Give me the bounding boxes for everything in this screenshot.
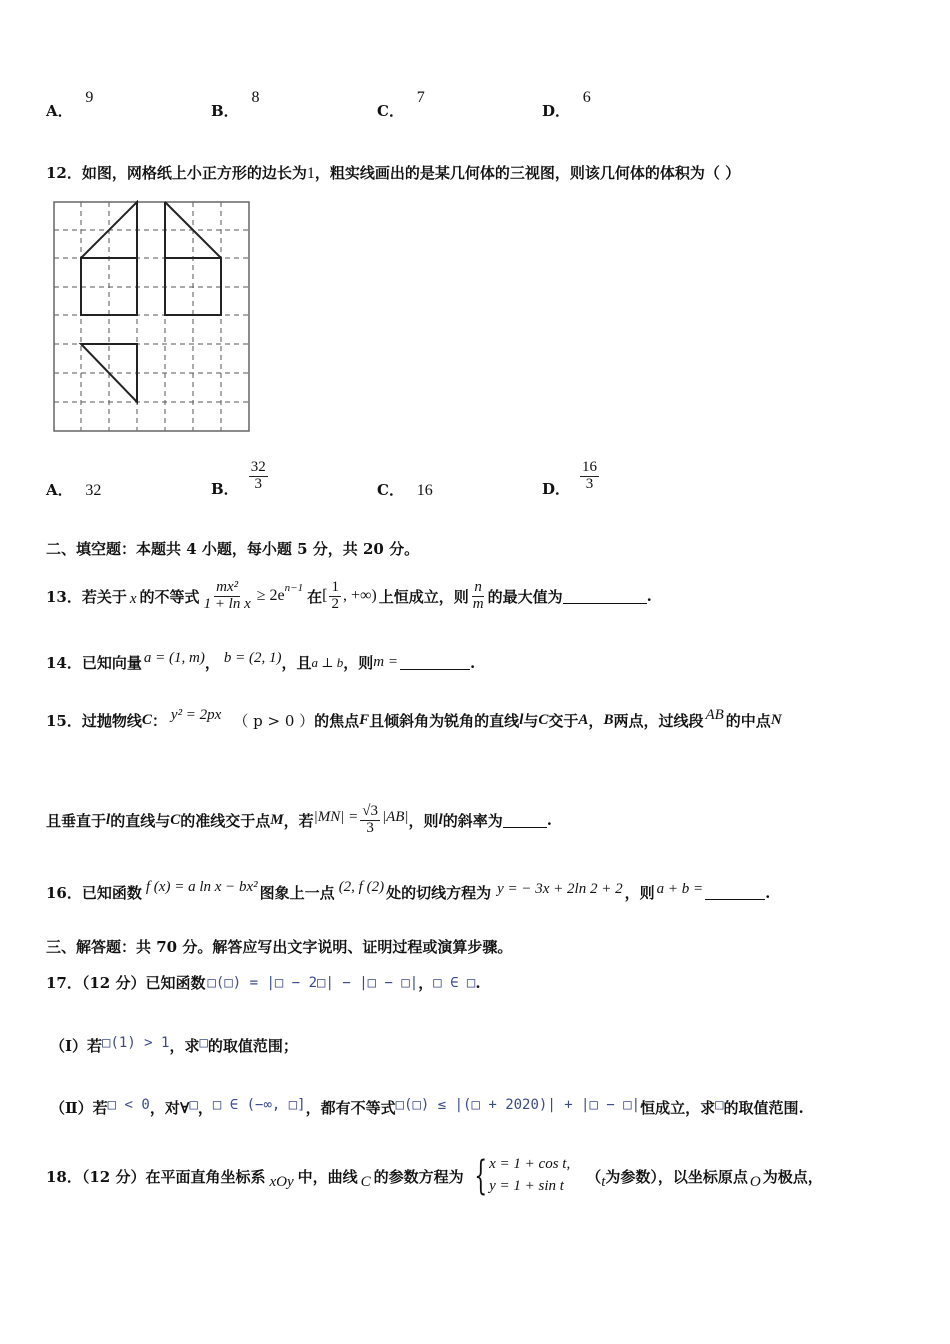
fraction-denominator: m: [472, 595, 484, 612]
line-l: l: [106, 811, 111, 828]
grid-lines: [54, 202, 249, 431]
q12-option-b: [211, 454, 270, 499]
line-l: l: [438, 811, 443, 828]
part2-condition: □ < 0: [107, 1096, 150, 1113]
curve-C: C: [170, 811, 181, 828]
q15-text: 交于: [548, 712, 579, 730]
answer-blank[interactable]: [400, 655, 470, 670]
fraction-numerator: 16: [582, 459, 598, 476]
q15-text: 的焦点: [314, 712, 360, 730]
q13-text: 上恒成立，则: [378, 587, 469, 606]
q15-text: 且垂直于: [46, 811, 107, 830]
q14-text: ，且: [281, 654, 312, 672]
q16-text: 16．已知函数: [46, 884, 142, 902]
q14-stem: [46, 652, 475, 673]
q12-side: 1: [306, 165, 315, 182]
answer-blank[interactable]: [563, 589, 647, 604]
q14-text: 14．已知向量: [46, 654, 142, 672]
option-fraction: [580, 460, 599, 493]
q13-stem: [46, 566, 652, 626]
curve-C: C: [538, 712, 549, 728]
m-equals: m =: [373, 654, 398, 670]
q15-text: .: [546, 811, 552, 829]
ab-length: |AB|: [381, 808, 409, 825]
q17-text: 的取值范围.: [723, 1099, 804, 1117]
q16-text: 图象上一点: [259, 884, 335, 902]
fraction-denominator: 3: [366, 819, 374, 836]
q17-text: 17．（12 分）已知函数: [46, 974, 206, 992]
q17-text: ，对∀: [149, 1099, 190, 1117]
fraction-denominator: 2: [331, 595, 339, 612]
q17-text: （Ⅱ）若: [50, 1099, 108, 1117]
q12-stem: [46, 162, 740, 183]
grid-border: [54, 202, 249, 431]
part2-variable: □: [715, 1096, 724, 1113]
q13-var-x: x: [129, 590, 137, 607]
q17-text: ，求: [169, 1037, 200, 1055]
perp-condition: a ⊥ b: [311, 654, 344, 670]
q17-text: ，: [418, 974, 434, 992]
q13-interval-fraction: [329, 580, 341, 613]
option-label: A．: [46, 102, 73, 120]
q12-text: 12．如图，网格纸上小正方形的边长为: [46, 164, 307, 182]
q13-text: 的不等式: [139, 587, 200, 606]
q15-text: 两点，过线段: [613, 712, 704, 730]
option-label: D．: [542, 480, 571, 498]
fraction-denominator: 3: [254, 476, 262, 492]
point-M: M: [270, 811, 284, 828]
segment-AB: AB: [705, 707, 724, 723]
q16-text: 处的切线方程为: [386, 884, 492, 902]
answer-blank[interactable]: [503, 813, 547, 828]
part2-inequality: □(□) ≤ |(□ + 2020)| + |□ − □|: [395, 1096, 641, 1113]
parameter-t: t: [601, 1173, 606, 1190]
fraction-numerator: 1: [331, 578, 339, 595]
tangent-equation: y = − 3x + 2ln 2 + 2: [497, 881, 623, 897]
q18-stem: [46, 1148, 823, 1204]
q17-part2: [50, 1097, 804, 1118]
q18-text: 中，曲线: [297, 1167, 358, 1186]
q13-text: 在: [307, 587, 323, 606]
q13-ineq: ≥ 2e: [256, 587, 285, 604]
a-plus-b: a + b =: [656, 881, 704, 897]
point-A: A: [578, 712, 589, 728]
q15-text: 且倾斜角为锐角的直线: [369, 712, 520, 730]
fraction-denominator: 1 + ln x: [203, 595, 251, 612]
q13-fraction: [202, 580, 253, 613]
q14-text: ，则: [343, 654, 374, 672]
q17-text: 恒成立，求: [640, 1099, 716, 1117]
q13-exponent: n−1: [284, 582, 304, 594]
equation-x: x = 1 + cos t,: [489, 1156, 571, 1173]
side-view: [165, 202, 221, 315]
sqrt-fraction: [360, 804, 380, 837]
q13-text: 的最大值为: [487, 587, 563, 606]
point-B: B: [603, 712, 614, 728]
section-heading-fill-in: 二、填空题：本题共 4 小题，每小题 5 分，共 20 分。: [46, 540, 420, 558]
answer-blank[interactable]: [705, 885, 765, 900]
q15-text: 与: [523, 712, 539, 730]
option-value: 7: [416, 89, 425, 106]
option-label: C．: [377, 481, 404, 499]
front-view: [81, 202, 137, 315]
section-heading-solutions: 三、解答题：共 70 分。解答应写出文字说明、证明过程或演算步骤。: [46, 938, 513, 956]
q13-bracket: , +∞): [342, 587, 377, 604]
option-label: C．: [377, 102, 404, 120]
p-condition: （ p > 0 ）: [233, 712, 315, 730]
fraction-numerator: √3: [362, 802, 378, 819]
q11-option-c: [377, 89, 425, 121]
q14-text: .: [469, 653, 476, 672]
parametric-system: [468, 1154, 571, 1198]
system-rows: [489, 1154, 570, 1198]
three-view-figure: [52, 200, 252, 434]
q15-stem-line1: [46, 707, 782, 731]
option-label: B．: [211, 102, 239, 120]
q16-text: .: [765, 883, 771, 902]
q18-text: 为极点，: [762, 1167, 823, 1186]
q17-part1: [50, 1035, 298, 1056]
q13-text: .: [646, 587, 652, 605]
function-expression: f (x) = a ln x − bx²: [145, 879, 258, 895]
q15-text: ，则: [408, 811, 439, 830]
option-value: 6: [582, 89, 591, 106]
q12-option-d: [542, 454, 601, 499]
fraction-numerator: 32: [250, 459, 266, 476]
q17-text: .: [475, 973, 481, 992]
q12-text: ，粗实线画出的是某几何体的三视图，则该几何体的体积为（ ）: [314, 164, 741, 182]
parabola-equation: y² = 2px: [170, 707, 222, 723]
option-value: 32: [85, 482, 102, 499]
q11-option-a: [46, 89, 94, 121]
focus-F: F: [359, 712, 370, 728]
q18-text: 的参数方程为: [373, 1167, 464, 1186]
q13-ratio: [471, 580, 486, 613]
q15-text: ：: [151, 712, 167, 730]
q15-text: ，若: [283, 811, 314, 830]
fraction-denominator: 3: [585, 476, 594, 492]
q16-stem: [46, 879, 771, 903]
function-definition: □(□) = |□ − 2□| − |□ − □|: [207, 974, 419, 991]
brace-icon: {: [474, 1153, 487, 1199]
curve-C: C: [141, 712, 152, 728]
q12-option-c: [377, 479, 433, 500]
coordinate-system: xOy: [269, 1173, 294, 1190]
q18-text: 为参数），以坐标原点: [605, 1167, 748, 1186]
q17-text: ，都有不等式: [305, 1099, 396, 1117]
fraction-numerator: mx²: [216, 578, 239, 595]
q16-text: ，则: [624, 884, 655, 902]
option-value: 16: [416, 482, 433, 499]
mn-length: |MN| =: [313, 808, 359, 825]
origin-O: O: [749, 1173, 761, 1190]
q11-option-d: [542, 89, 591, 121]
option-value: 9: [85, 89, 94, 106]
option-label: D．: [542, 102, 571, 120]
curve-C: C: [360, 1173, 371, 1190]
tangent-point: (2, f (2): [338, 879, 385, 895]
vector-b: b = (2, 1): [223, 650, 282, 666]
function-domain: □ ∈ □: [433, 974, 476, 991]
option-value: 8: [251, 89, 260, 106]
fraction-numerator: n: [474, 578, 482, 595]
q14-text: ，: [204, 654, 220, 672]
vector-a: a = (1, m): [143, 650, 205, 666]
part1-condition: □(1) > 1: [102, 1034, 170, 1051]
equation-y: y = 1 + sin t: [489, 1178, 564, 1194]
q13-bracket: [: [322, 587, 328, 604]
option-label: B．: [211, 480, 239, 498]
point-N: N: [770, 712, 782, 728]
part1-variable: □: [199, 1034, 208, 1051]
q17-text: ，: [197, 1099, 213, 1117]
q18-text: （: [586, 1167, 602, 1186]
q15-stem-line2: [46, 794, 552, 846]
q17-text: （Ⅰ）若: [50, 1037, 103, 1055]
q13-text: 13．若关于: [46, 587, 127, 606]
q17-stem: [46, 972, 481, 993]
q17-text: 的取值范围；: [207, 1037, 298, 1055]
line-l: l: [519, 712, 524, 728]
q15-text: 的直线与: [110, 811, 171, 830]
q11-option-b: [211, 89, 260, 121]
part2-range: □ ∈ (−∞, □]: [212, 1096, 306, 1113]
q12-option-a: [46, 479, 101, 500]
q15-text: ，: [588, 712, 604, 730]
q15-text: 的中点: [725, 712, 771, 730]
part2-variable: □: [189, 1096, 198, 1113]
option-label: A．: [46, 481, 73, 499]
q15-text: 的准线交于点: [180, 811, 271, 830]
q15-text: 15．过抛物线: [46, 712, 142, 730]
option-fraction: [249, 460, 268, 493]
q18-text: 18．（12 分）在平面直角坐标系: [46, 1167, 266, 1186]
q15-text: 的斜率为: [442, 811, 503, 830]
